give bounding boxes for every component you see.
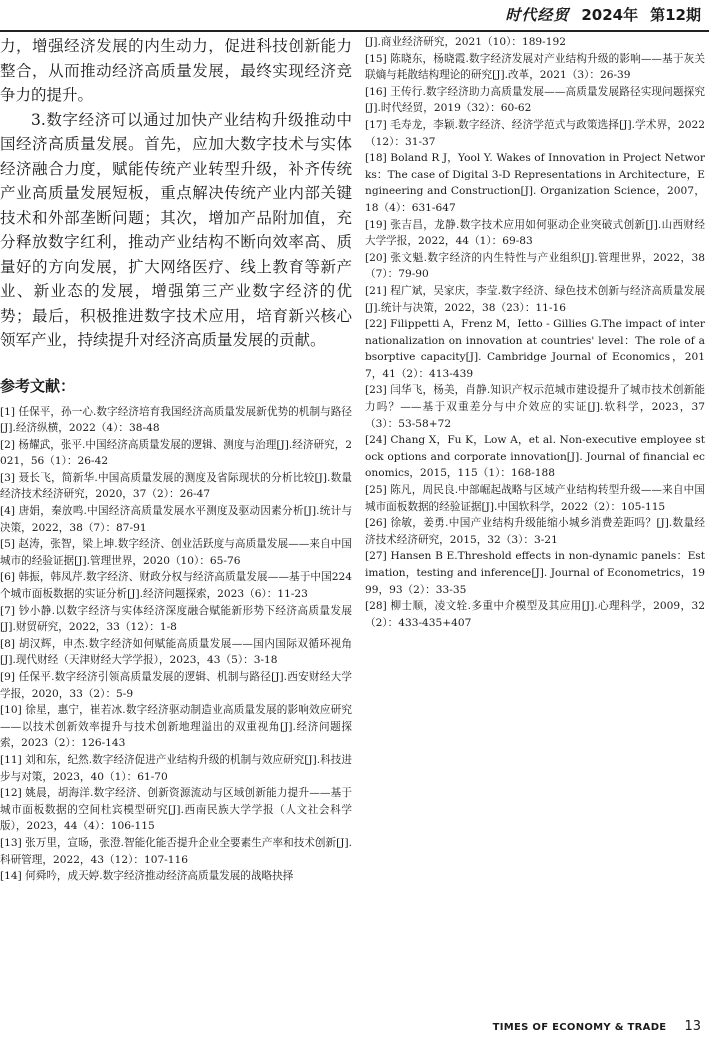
reference-item: [16] 王传行.数字经济助力高质量发展——高质量发展路径实现问题探究[J].时代经贸，2019（32）：60-62: [365, 85, 705, 115]
reference-item: [14] 何舜吟，成天婷.数字经济推动经济高质量发展的战略抉择: [0, 870, 294, 883]
reference-item: [27] Hansen B E.Threshold effects in non-dynamic panels：Estimation，testing and inference[J]. Journal of Econometrics，1999，93（2）：33-35: [365, 550, 705, 596]
reference-item: [5] 赵涛，张智，梁上坤.数字经济、创业活跃度与高质量发展——来自中国城市的经验证据[J].管理世界，2020（10）：65-76: [0, 538, 352, 567]
reference-item: [19] 张吉昌，龙静.数字技术应用如何驱动企业突破式创新[J].山西财经大学学报，2022，44（1）：69-83: [365, 218, 705, 248]
reference-item: [3] 聂长飞，简新华.中国高质量发展的测度及省际现状的分析比较[J].数量经济技术经济研究，2020，37（2）：26-47: [0, 471, 352, 501]
reference-item: [28] 柳士顺，凌文辁.多重中介模型及其应用[J].心理科学，2009，32（2）：433-435+407: [365, 600, 705, 629]
left-column: [0, 34, 352, 885]
reference-item: [24] Chang X，Fu K，Low A，et al. Non-executive employee stock options and corporate innovation[J]. Journal of financial economics，2015，115（1）：168-188: [365, 434, 705, 480]
references-list-right: [365, 34, 705, 631]
reference-item: [11] 刘和东，纪然.数字经济促进产业结构升级的机制与效应研究[J].科技进步与对策，2023，40（1）：61-70: [0, 753, 352, 783]
reference-item: [13] 张万里，宣旸，张澄.智能化能否提升企业全要素生产率和技术创新[J].科研管理，2022，43（12）：107-116: [0, 836, 352, 866]
reference-item: [15] 陈晓东，杨晓霞.数字经济发展对产业结构升级的影响——基于灰关联熵与耗散结构理论的研究[J].改革，2021（3）：26-39: [365, 52, 705, 82]
reference-item: [2] 杨耀武，张平.中国经济高质量发展的逻辑、测度与治理[J].经济研究，2021，56（1）：26-42: [0, 438, 352, 468]
reference-item: [18] Boland R J，Yool Y. Wakes of Innovation in Project Networks：The case of Digital 3-D Representations in Architecture，Engineering and Construction[J]. Organization Science，2007，18（4）：631-647: [365, 152, 705, 214]
reference-item: [10] 徐星，惠宁，崔若冰.数字经济驱动制造业高质量发展的影响效应研究——以技术创新效率提升与技术创新地理溢出的双重视角[J].经济问题探索，2023（2）：126-143: [0, 704, 352, 750]
footer-journal-name: TIMES OF ECONOMY & TRADE: [492, 1022, 667, 1033]
page-header: [505, 4, 701, 26]
page-footer: [493, 1019, 701, 1034]
reference-item: [12] 姚晨，胡海洋.数字经济、创新资源流动与区域创新能力提升——基于城市面板数据的空间杜宾模型研究[J].西南民族大学学报（人文社会科学版），2023，44（4）：106-115: [0, 787, 352, 833]
references-list-left: [0, 404, 352, 885]
issue-year: 2024年: [581, 6, 639, 24]
header-rule: [0, 30, 709, 32]
body-paragraph-point3: 3.数字经济可以通过加快产业结构升级推动中国经济高质量发展。首先，应加大数字技术与实体经济融合力度，赋能传统产业转型升级，补齐传统产业高质量发展短板，重点解决传统产业内部关键技术和外部垄断问题；其次，增加产品附加值，充分释放数字红利，推动产业结构不断向效率高、质量好的方向发展，扩大网络医疗、线上教育等新产业、新业态的发展，增强第三产业数字经济的优势；最后，积极推进数字技术应用，培育新兴核心领军产业，持续提升对经济高质量发展的贡献。: [0, 110, 352, 349]
references-heading: 参考文献：: [0, 376, 76, 395]
page-number: 13: [684, 1019, 701, 1034]
reference-item: [7] 钞小静.以数字经济与实体经济深度融合赋能新形势下经济高质量发展[J].财贸研究，2022，33（12）：1-8: [0, 604, 352, 634]
reference-item: [17] 毛寿龙，李颖.数字经济、经济学范式与政策选择[J].学术界，2022（12）：31-37: [365, 118, 705, 148]
reference-item: [20] 张文魁.数字经济的内生特性与产业组织[J].管理世界，2022，38（7）：79-90: [365, 251, 705, 281]
reference-item: [9] 任保平.数字经济引领高质量发展的逻辑、机制与路径[J].西安财经大学学报，2020，33（2）：5-9: [0, 671, 352, 700]
reference-item: [J].商业经济研究，2021（10）：189-192: [365, 36, 566, 48]
reference-item: [26] 徐敏，姜勇.中国产业结构升级能缩小城乡消费差距吗？[J].数量经济技术经济研究，2015，32（3）：3-21: [365, 517, 705, 546]
reference-item: [4] 唐娟，秦放鸣.中国经济高质量发展水平测度及驱动因素分析[J].统计与决策，2022，38（7）：87-91: [0, 505, 352, 534]
right-column: [365, 34, 705, 631]
reference-item: [23] 闫华飞，杨美，肖静.知识产权示范城市建设提升了城市技术创新能力吗？——基于双重差分与中介效应的实证[J].软科学，2023，37（3）：53-58+72: [365, 384, 705, 430]
reference-item: [6] 韩振，韩凤芹.数字经济、财政分权与经济高质量发展——基于中国224个城市面板数据的实证分析[J].经济问题探索，2023（6）：11-23: [0, 571, 352, 601]
reference-item: [21] 程广斌，吴家庆，李莹.数字经济、绿色技术创新与经济高质量发展[J].统计与决策，2022，38（23）：11-16: [365, 284, 705, 314]
journal-title: 时代经贸: [505, 6, 570, 24]
reference-item: [22] Filippetti A，Frenz M，Ietto - Gillies G.The impact of internationalization on innovation at countries' level：The role of absorptive capacity[J]. Cambridge Journal of Economics，2017，41（2）：413-439: [365, 318, 705, 380]
reference-item: [1] 任保平，孙一心.数字经济培育我国经济高质量发展新优势的机制与路径[J].经济纵横，2022（4）：38-48: [0, 405, 352, 435]
reference-item: [25] 陈凡，周民良.中部崛起战略与区域产业结构转型升级——来自中国城市面板数据的经验证据[J].中国软科学，2022（2）：105-115: [365, 484, 705, 513]
body-paragraph-continuation: 力，增强经济发展的内生动力，促进科技创新能力整合，从而推动经济高质量发展，最终实现经济竞争力的提升。: [0, 37, 352, 104]
reference-item: [8] 胡汉辉，申杰.数字经济如何赋能高质量发展——国内国际双循环视角[J].现代财经（天津财经大学学报），2023，43（5）：3-18: [0, 637, 352, 667]
issue-number: 第12期: [650, 6, 701, 24]
